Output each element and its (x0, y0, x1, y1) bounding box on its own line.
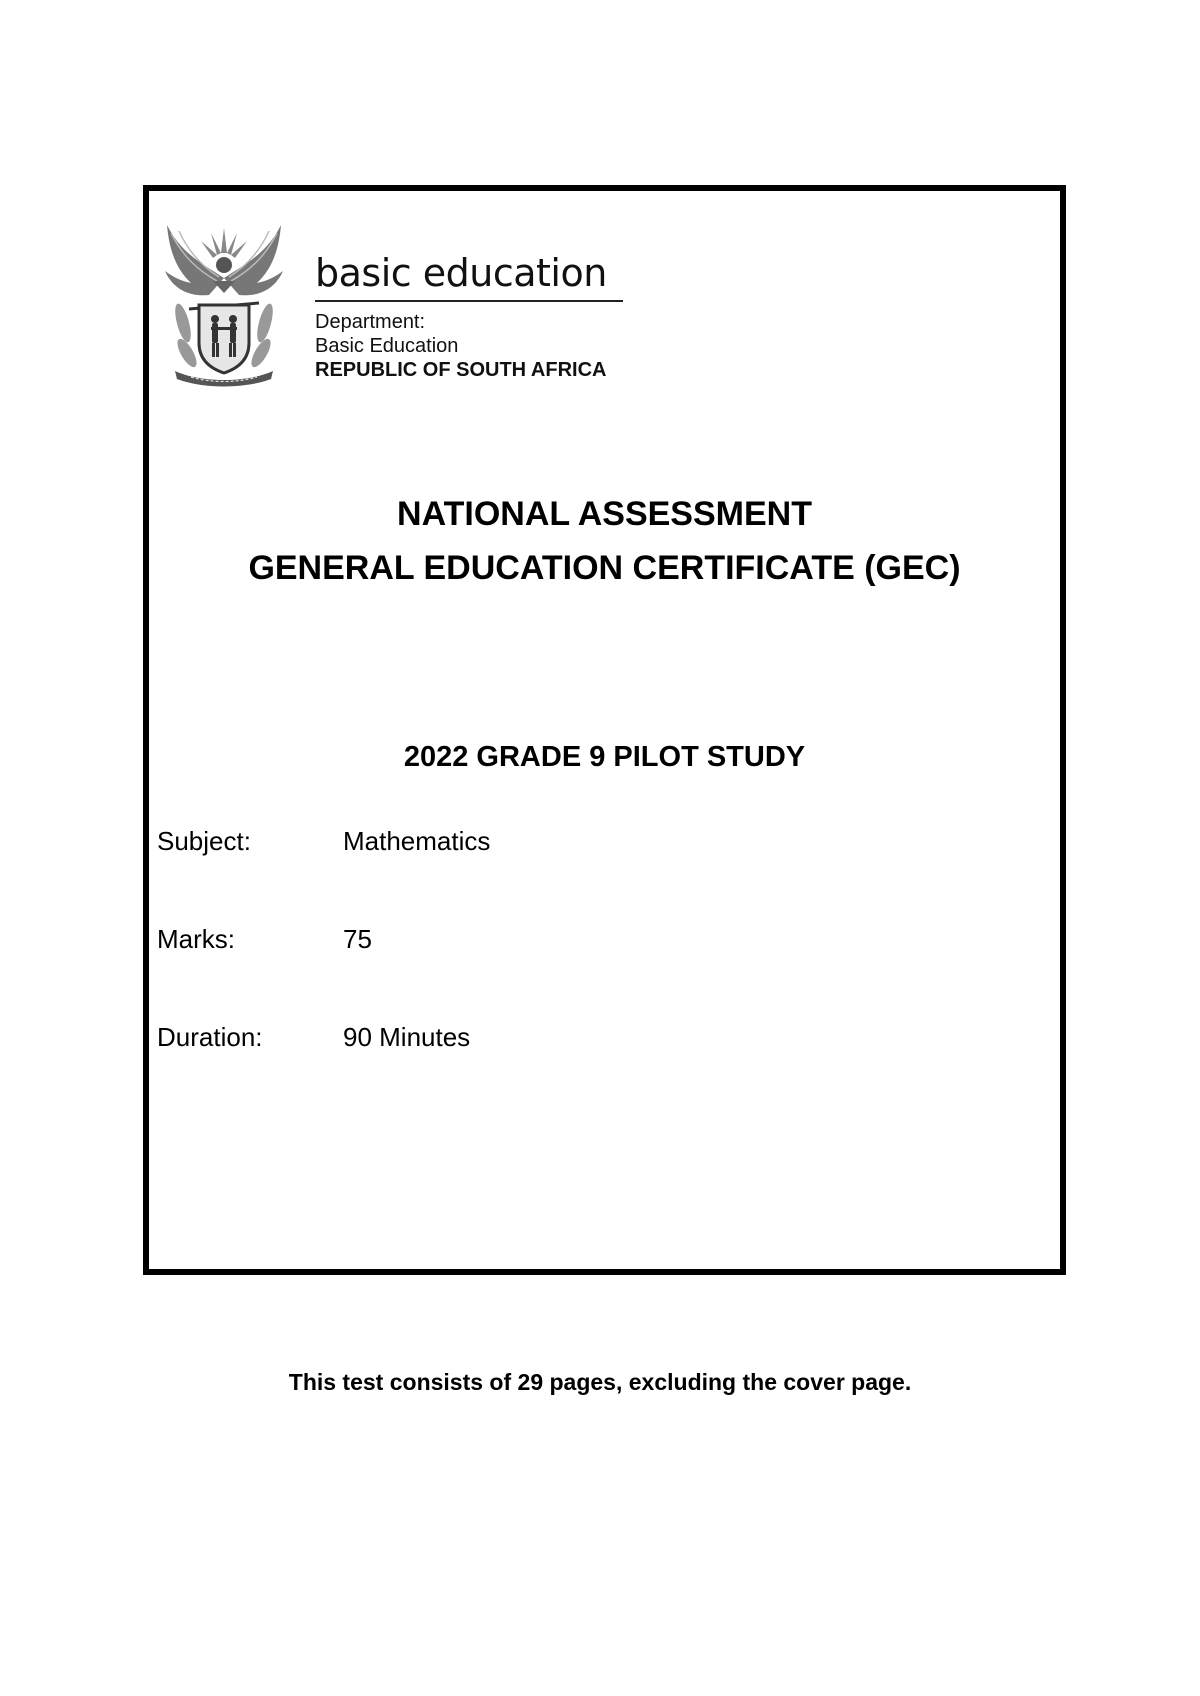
study-heading: 2022 GRADE 9 PILOT STUDY (403, 741, 806, 773)
detail-value: 90 Minutes (343, 1022, 471, 1052)
page-count-note: This test consists of 29 pages, excluding the cover page. (288, 1369, 912, 1395)
detail-row-marks (157, 923, 372, 955)
dept-line-2: Basic Education (315, 335, 459, 357)
assessment-title (143, 487, 1066, 595)
detail-row-subject (157, 825, 490, 857)
detail-label: Duration: (157, 1022, 263, 1052)
department-branding (315, 250, 623, 382)
brand-divider (315, 300, 623, 302)
title-line-1: NATIONAL ASSESSMENT (397, 495, 812, 533)
detail-value: 75 (343, 924, 372, 954)
dept-line-3: REPUBLIC OF SOUTH AFRICA (315, 359, 607, 381)
dept-line-1: Department: (315, 311, 426, 333)
coat-of-arms-icon (161, 223, 287, 388)
detail-row-duration (157, 1021, 470, 1053)
detail-value: Mathematics (343, 826, 491, 856)
detail-label: Marks: (157, 924, 235, 954)
detail-label: Subject: (157, 826, 251, 856)
brand-name: basic education (315, 251, 607, 295)
title-line-2: GENERAL EDUCATION CERTIFICATE (GEC) (248, 549, 961, 587)
